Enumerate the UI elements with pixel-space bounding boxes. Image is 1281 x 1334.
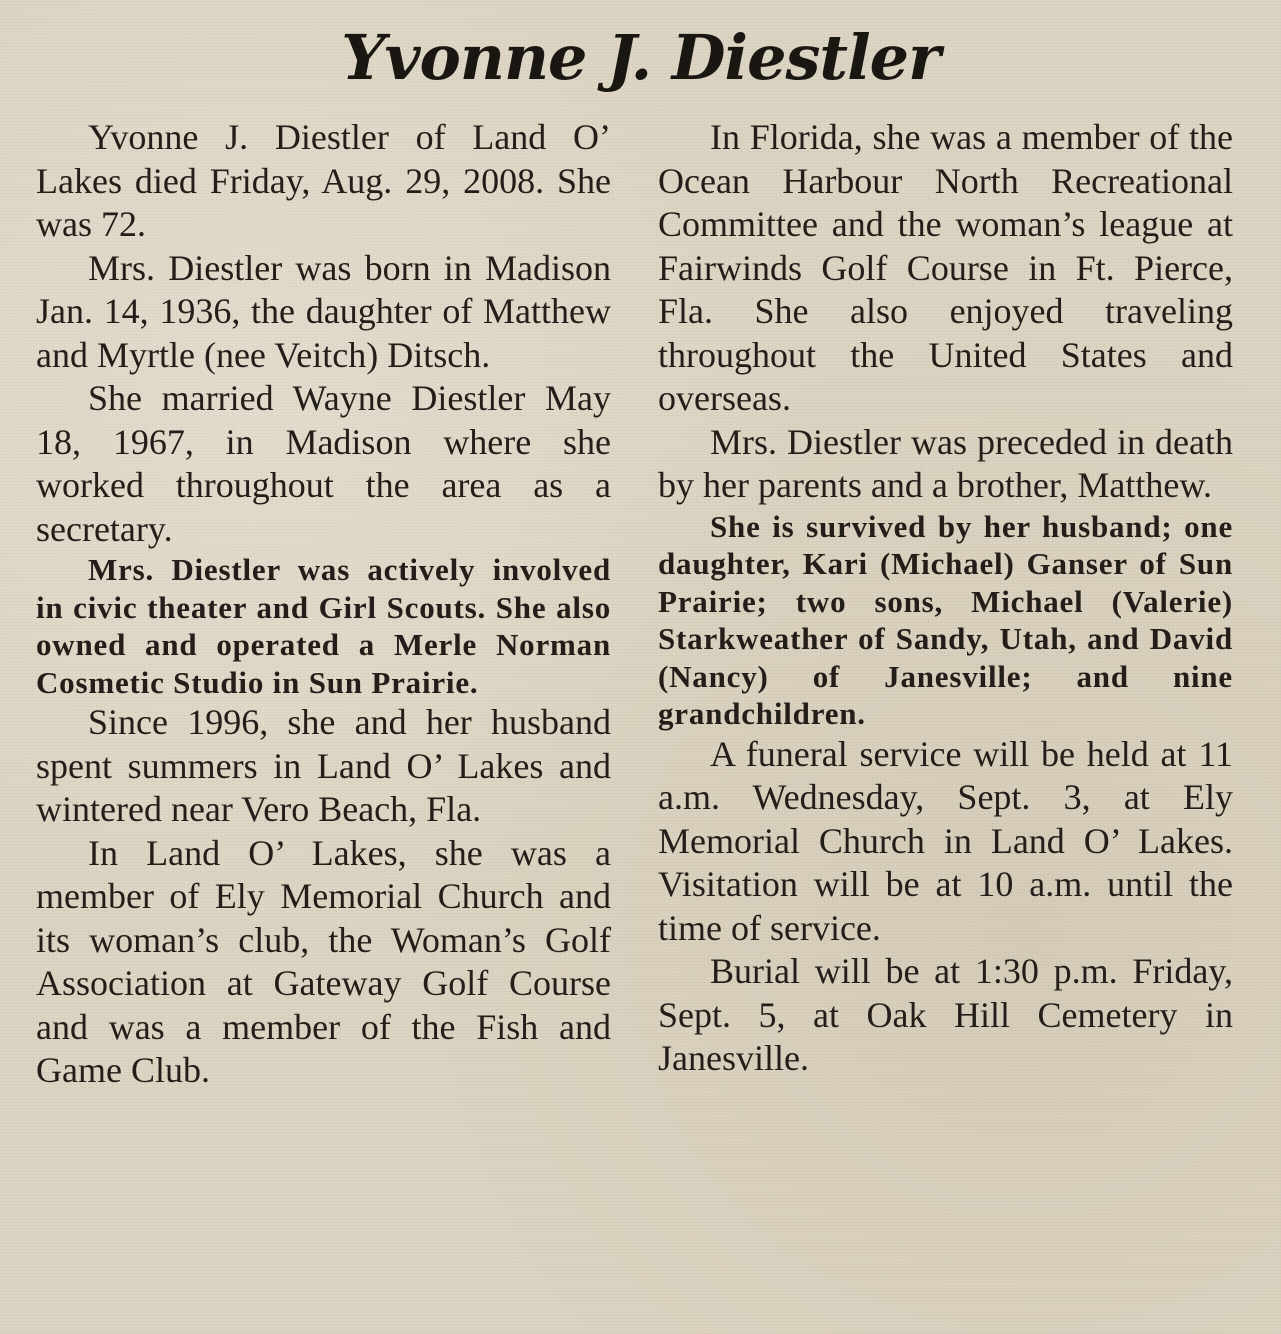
- right-column: [658, 116, 1233, 1081]
- paragraph-memberships-land-o-lakes: In Land O’ Lakes, she was a member of Ely Memorial Church and its woman’s club, the Woman’s Golf Association at Gateway Golf Course and was a member of the Fish and Game Club.: [36, 832, 611, 1090]
- paragraph-death-notice: Yvonne J. Diestler of Land O’ Lakes died Friday, Aug. 29, 2008. She was 72.: [36, 117, 611, 244]
- obituary-headline: Yvonne J. Diestler: [341, 21, 940, 94]
- paragraph-birth: Mrs. Diestler was born in Madison Jan. 14, 1936, the daughter of Matthew and Myrtle (nee Veitch) Ditsch.: [36, 247, 611, 375]
- paragraph-activities: Mrs. Diestler was actively involved in civic theater and Girl Scouts. She also owned and operated a Merle Norman Cosmetic Studio in Sun Prairie.: [36, 552, 611, 700]
- paragraph-residence: Since 1996, she and her husband spent summers in Land O’ Lakes and wintered near Vero Beach, Fla.: [36, 702, 611, 829]
- paragraph-memberships-florida: In Florida, she was a member of the Ocean Harbour North Recreational Committee and the woman’s league at Fairwinds Golf Course in Ft. Pierce, Fla. She also enjoyed traveling throughout the United States and overseas.: [658, 117, 1233, 418]
- left-column: [36, 116, 611, 1093]
- paragraph-marriage: She married Wayne Diestler May 18, 1967, in Madison where she worked throughout the area as a secretary.: [36, 378, 611, 549]
- paragraph-burial: Burial will be at 1:30 p.m. Friday, Sept. 5, at Oak Hill Cemetery in Janesville.: [658, 951, 1233, 1078]
- paragraph-preceded: Mrs. Diestler was preceded in death by her parents and a brother, Matthew.: [658, 421, 1233, 505]
- paragraph-survivors: She is survived by her husband; one daughter, Kari (Michael) Ganser of Sun Prairie; two sons, Michael (Valerie) Starkweather of Sandy, Utah, and David (Nancy) of Janesville; and nine grandchildren.: [658, 508, 1233, 731]
- paragraph-funeral-service: A funeral service will be held at 11 a.m. Wednesday, Sept. 3, at Ely Memorial Church in Land O’ Lakes. Visitation will be at 10 a.m. until the time of service.: [658, 733, 1233, 948]
